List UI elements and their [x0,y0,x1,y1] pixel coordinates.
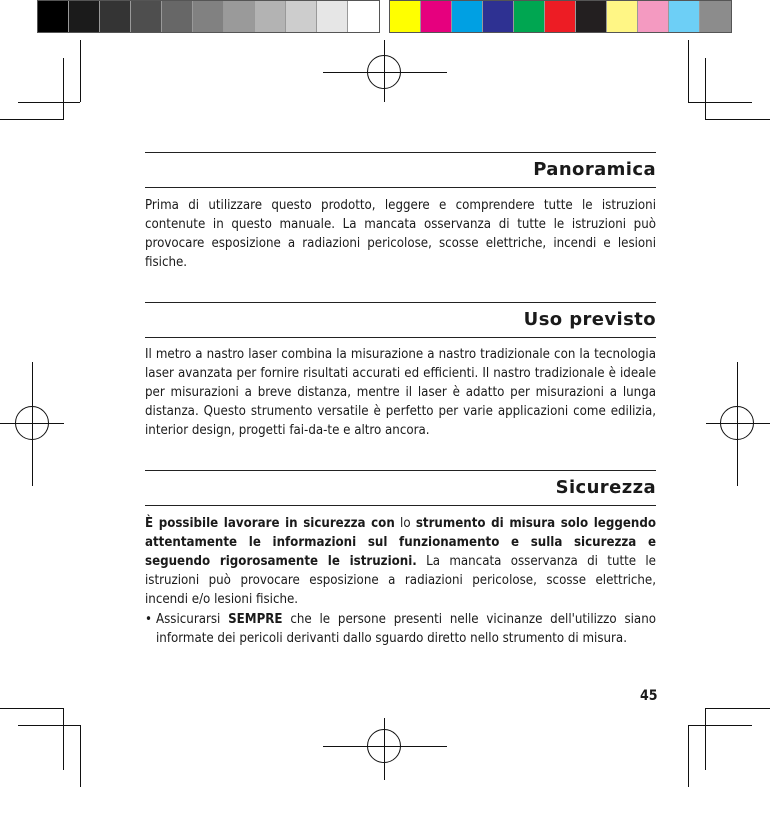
process-swatch [607,1,638,32]
crop-mark [705,58,706,120]
process-swatch [638,1,669,32]
emphasis-text: strumento di misura solo leggendo attentamente le informazioni sul funzionamento e sulla sicurezza e seguendo rigorosamente le istruzioni. [145,516,656,569]
registration-circle [15,406,49,440]
section-divider [145,470,656,471]
process-swatch [545,1,576,32]
crop-mark [0,119,63,120]
registration-circle [720,406,754,440]
panoramica-paragraph: Prima di utilizzare questo prodotto, leggere e comprendere tutte le istruzioni contenute in questo manuale. La mancata osservanza di tutte le istruzioni può provocare esposizione a radiazioni pericolose, scosse elettriche, incendi e lesioni fisiche. [145,198,656,270]
plain-text: La mancata osservanza di tutte le istruzioni può provocare esposizione a radiazioni pericolose, scosse elettriche, incendi e/o lesioni fisiche. [145,554,656,607]
crop-mark [688,725,689,787]
bullet-marker: • [145,612,152,627]
process-swatch [421,1,452,32]
section-title: Panoramica [533,159,656,180]
section-header-uso-previsto [145,302,656,338]
gray-swatch [38,1,69,32]
crop-mark [688,40,689,102]
crop-mark [705,708,770,709]
grayscale-color-bar [37,0,380,33]
section-divider [145,302,656,303]
gray-swatch [224,1,255,32]
gray-swatch [348,1,379,32]
section-divider [145,505,656,506]
section-title: Uso previsto [523,309,656,330]
crop-mark [705,119,770,120]
crop-mark [688,102,752,103]
emphasis-text: SEMPRE [228,612,283,627]
crop-mark [18,102,80,103]
process-swatch [669,1,700,32]
process-color-bar [389,0,732,33]
section-header-panoramica [145,152,656,188]
process-swatch [700,1,731,32]
page-number: 45 [640,688,658,704]
section-divider [145,187,656,188]
crop-mark [0,708,63,709]
gray-swatch [162,1,193,32]
gray-swatch [193,1,224,32]
process-swatch [452,1,483,32]
section-divider [145,337,656,338]
section-title: Sicurezza [555,477,656,498]
gray-swatch [69,1,100,32]
crop-mark [18,725,80,726]
crop-mark [80,725,81,787]
gray-swatch [100,1,131,32]
process-swatch [483,1,514,32]
safety-bullet-item [145,610,656,648]
plain-text: che le persone presenti nelle vicinanze dell'utilizzo siano informate dei pericoli derivanti dallo sguardo diretto nello strumento di misura. [156,612,656,646]
gray-swatch [317,1,348,32]
uso-previsto-paragraph: Il metro a nastro laser combina la misurazione a nastro tradizionale con la tecnologia laser avanzata per fornire risultati accurati ed efficienti. Il nastro tradizionale è ideale per misurazioni a breve distanza, mentre il laser è adatto per misurazioni a lunga distanza. Questo strumento versatile è perfetto per varie applicazioni come edilizia, interior design, progetti fai-da-te e altro ancora. [145,347,656,438]
gray-swatch [286,1,317,32]
gray-swatch [131,1,162,32]
registration-circle [367,55,401,89]
crop-mark [688,725,752,726]
process-swatch [390,1,421,32]
registration-circle [367,729,401,763]
plain-text: Assicurarsi [156,612,221,627]
process-swatch [514,1,545,32]
section-divider [145,152,656,153]
emphasis-text: È possibile lavorare in sicurezza con [145,516,395,531]
sicurezza-paragraph [145,514,656,609]
section-header-sicurezza [145,470,656,506]
gray-swatch [255,1,286,32]
crop-mark [80,40,81,102]
crop-mark [63,58,64,120]
crop-mark [705,708,706,770]
plain-text: lo [400,516,411,531]
process-swatch [576,1,607,32]
crop-mark [63,708,64,770]
